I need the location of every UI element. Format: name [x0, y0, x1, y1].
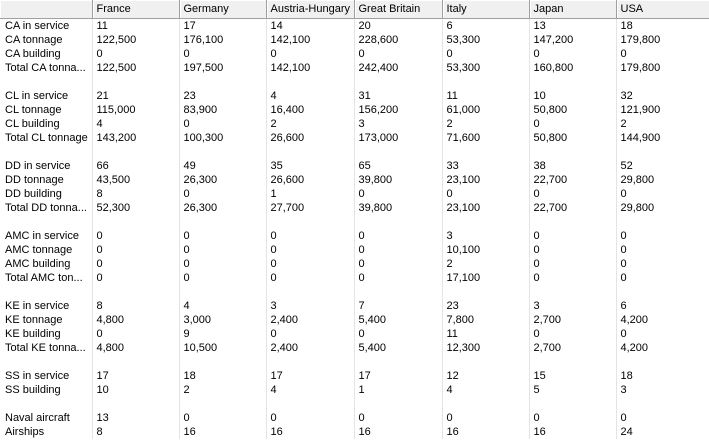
table-cell: 11	[92, 19, 179, 34]
table-row[interactable]	[0, 313, 709, 327]
table-row[interactable]	[0, 425, 709, 439]
table-cell: 3,000	[179, 313, 266, 327]
table-row[interactable]	[0, 173, 709, 187]
table-cell: 228,600	[354, 33, 442, 47]
row-label: Naval aircraft	[0, 411, 92, 425]
table-cell: 147,200	[529, 33, 616, 47]
table-cell: 3	[442, 229, 529, 243]
table-cell: 6	[442, 19, 529, 34]
table-cell	[354, 355, 442, 369]
table-cell: 15	[529, 369, 616, 383]
table-cell: 7,800	[442, 313, 529, 327]
table-cell	[179, 397, 266, 411]
table-cell: 13	[92, 411, 179, 425]
table-cell: 8	[92, 425, 179, 439]
row-label: KE building	[0, 327, 92, 341]
table-cell: 24	[616, 425, 709, 439]
table-cell: 26,600	[266, 173, 354, 187]
table-cell: 0	[354, 271, 442, 285]
table-cell: 2,700	[529, 341, 616, 355]
table-cell: 27,700	[266, 201, 354, 215]
table-cell: 3	[529, 299, 616, 313]
table-cell	[616, 285, 709, 299]
table-cell: 122,500	[92, 33, 179, 47]
table-cell	[529, 355, 616, 369]
table-cell: 21	[92, 89, 179, 103]
table-cell: 0	[92, 271, 179, 285]
row-label	[0, 75, 92, 89]
table-row[interactable]	[0, 61, 709, 75]
table-row[interactable]	[0, 383, 709, 397]
table-cell: 0	[92, 47, 179, 61]
table-cell	[266, 75, 354, 89]
row-label: Total CL tonnage	[0, 131, 92, 145]
table-cell: 12,300	[442, 341, 529, 355]
column-header[interactable]: Italy	[442, 0, 529, 19]
table-cell: 4,200	[616, 341, 709, 355]
table-cell: 0	[354, 411, 442, 425]
table-cell: 26,300	[179, 201, 266, 215]
table-cell: 17	[266, 369, 354, 383]
table-cell: 0	[266, 243, 354, 257]
table-cell: 0	[92, 243, 179, 257]
table-cell	[616, 397, 709, 411]
row-label	[0, 285, 92, 299]
table-cell: 3	[616, 383, 709, 397]
table-cell	[616, 145, 709, 159]
column-header[interactable]: Great Britain	[354, 0, 442, 19]
row-label: Total DD tonna...	[0, 201, 92, 215]
table-cell: 10	[92, 383, 179, 397]
table-cell: 65	[354, 159, 442, 173]
row-label: Airships	[0, 425, 92, 439]
table-cell: 0	[179, 411, 266, 425]
table-cell: 0	[179, 117, 266, 131]
table-cell: 0	[92, 327, 179, 341]
table-cell	[529, 285, 616, 299]
table-cell: 142,100	[266, 61, 354, 75]
table-cell: 23	[179, 89, 266, 103]
table-row[interactable]	[0, 187, 709, 201]
table-cell: 43,500	[92, 173, 179, 187]
table-cell: 6	[616, 299, 709, 313]
table-cell: 0	[354, 327, 442, 341]
table-cell: 20	[354, 19, 442, 34]
table-cell: 17	[179, 19, 266, 34]
table-cell: 1	[266, 187, 354, 201]
table-cell: 179,800	[616, 61, 709, 75]
table-cell: 39,800	[354, 201, 442, 215]
table-body	[0, 19, 709, 440]
table-row[interactable]	[0, 341, 709, 355]
table-cell: 13	[529, 19, 616, 34]
separator-row	[0, 145, 709, 159]
table-cell	[179, 285, 266, 299]
table-cell: 14	[266, 19, 354, 34]
table-row[interactable]	[0, 117, 709, 131]
table-cell	[266, 145, 354, 159]
table-cell: 33	[442, 159, 529, 173]
table-cell: 2	[616, 117, 709, 131]
table-cell: 4	[179, 299, 266, 313]
table-cell	[442, 215, 529, 229]
table-cell: 0	[266, 229, 354, 243]
table-cell: 0	[179, 257, 266, 271]
table-cell: 4	[92, 117, 179, 131]
table-cell: 22,700	[529, 201, 616, 215]
table-cell: 26,600	[266, 131, 354, 145]
table-row[interactable]	[0, 327, 709, 341]
table-cell: 29,800	[616, 173, 709, 187]
row-label: CA tonnage	[0, 33, 92, 47]
table-cell: 0	[442, 411, 529, 425]
table-cell: 22,700	[529, 173, 616, 187]
separator-row	[0, 355, 709, 369]
table-row[interactable]	[0, 19, 709, 34]
table-cell: 179,800	[616, 33, 709, 47]
table-cell: 0	[529, 243, 616, 257]
separator-row	[0, 75, 709, 89]
table-cell: 100,300	[179, 131, 266, 145]
table-cell: 1	[354, 383, 442, 397]
table-cell: 53,300	[442, 33, 529, 47]
table-cell: 2,400	[266, 313, 354, 327]
table-cell: 0	[616, 243, 709, 257]
table-cell: 0	[616, 229, 709, 243]
row-label: KE in service	[0, 299, 92, 313]
table-cell: 0	[529, 257, 616, 271]
column-header[interactable]: France	[92, 0, 179, 19]
table-cell: 38	[529, 159, 616, 173]
table-cell: 0	[266, 411, 354, 425]
table-row[interactable]	[0, 89, 709, 103]
table-cell: 71,600	[442, 131, 529, 145]
table-row[interactable]	[0, 103, 709, 117]
table-cell: 0	[616, 271, 709, 285]
table-cell: 4,200	[616, 313, 709, 327]
table-cell: 156,200	[354, 103, 442, 117]
table-cell: 2	[179, 383, 266, 397]
table-cell: 16	[529, 425, 616, 439]
table-cell	[179, 215, 266, 229]
row-label: AMC tonnage	[0, 243, 92, 257]
table-row[interactable]	[0, 201, 709, 215]
table-cell: 17	[92, 369, 179, 383]
table-cell	[92, 75, 179, 89]
table-cell: 4,800	[92, 313, 179, 327]
table-cell	[354, 397, 442, 411]
row-label	[0, 145, 92, 159]
table-cell	[92, 355, 179, 369]
column-header-label[interactable]	[0, 0, 92, 19]
table-cell: 39,800	[354, 173, 442, 187]
row-label: CL tonnage	[0, 103, 92, 117]
table-row[interactable]	[0, 159, 709, 173]
table-cell: 0	[529, 47, 616, 61]
column-header[interactable]: Germany	[179, 0, 266, 19]
table-cell	[179, 355, 266, 369]
table-cell: 0	[616, 187, 709, 201]
table-cell: 0	[442, 47, 529, 61]
table-cell: 0	[266, 257, 354, 271]
table-cell: 160,800	[529, 61, 616, 75]
table-cell: 7	[354, 299, 442, 313]
table-cell: 23,100	[442, 173, 529, 187]
table-cell: 0	[529, 411, 616, 425]
table-cell: 18	[616, 19, 709, 34]
table-cell	[442, 145, 529, 159]
table-cell: 0	[616, 327, 709, 341]
table-cell: 2,400	[266, 341, 354, 355]
column-header-row	[0, 0, 709, 19]
row-label: DD in service	[0, 159, 92, 173]
table-cell	[92, 397, 179, 411]
table-cell: 0	[529, 229, 616, 243]
separator-row	[0, 215, 709, 229]
table-row[interactable]	[0, 271, 709, 285]
table-cell: 2	[442, 117, 529, 131]
table-cell: 0	[179, 243, 266, 257]
table-cell: 16	[266, 425, 354, 439]
row-label: DD building	[0, 187, 92, 201]
table-cell: 142,100	[266, 33, 354, 47]
table-cell: 17,100	[442, 271, 529, 285]
table-cell	[92, 285, 179, 299]
table-cell: 32	[616, 89, 709, 103]
table-cell: 52	[616, 159, 709, 173]
table-cell: 122,500	[92, 61, 179, 75]
table-cell: 0	[266, 327, 354, 341]
table-cell: 66	[92, 159, 179, 173]
table-cell	[529, 397, 616, 411]
table-cell: 0	[616, 257, 709, 271]
table-cell: 5,400	[354, 341, 442, 355]
table-cell: 11	[442, 89, 529, 103]
table-cell: 10,100	[442, 243, 529, 257]
table-cell: 144,900	[616, 131, 709, 145]
row-label	[0, 355, 92, 369]
table-cell: 16	[442, 425, 529, 439]
table-cell: 61,000	[442, 103, 529, 117]
separator-row	[0, 397, 709, 411]
table-cell: 0	[354, 47, 442, 61]
table-cell: 9	[179, 327, 266, 341]
table-cell	[92, 215, 179, 229]
column-header[interactable]: Austria-Hungary	[266, 0, 354, 19]
table-cell	[442, 397, 529, 411]
table-cell: 3	[266, 299, 354, 313]
table-cell	[442, 355, 529, 369]
table-row[interactable]	[0, 33, 709, 47]
table-cell: 12	[442, 369, 529, 383]
table-cell: 0	[266, 47, 354, 61]
table-cell	[354, 285, 442, 299]
table-cell	[179, 145, 266, 159]
table-cell: 17	[354, 369, 442, 383]
row-label: CA in service	[0, 19, 92, 34]
table-cell: 49	[179, 159, 266, 173]
table-cell: 0	[354, 229, 442, 243]
table-cell: 0	[179, 187, 266, 201]
row-label: AMC building	[0, 257, 92, 271]
table-cell: 0	[529, 327, 616, 341]
table-cell: 0	[179, 47, 266, 61]
table-cell	[442, 75, 529, 89]
table-cell: 52,300	[92, 201, 179, 215]
table-cell: 16,400	[266, 103, 354, 117]
row-label: DD tonnage	[0, 173, 92, 187]
row-label: CA building	[0, 47, 92, 61]
table-cell: 18	[616, 369, 709, 383]
table-cell: 3	[354, 117, 442, 131]
table-cell: 0	[179, 271, 266, 285]
table-cell	[354, 215, 442, 229]
row-label: KE tonnage	[0, 313, 92, 327]
table-cell	[529, 75, 616, 89]
table-cell: 4	[266, 89, 354, 103]
table-cell: 0	[354, 243, 442, 257]
column-header[interactable]: Japan	[529, 0, 616, 19]
row-label: SS building	[0, 383, 92, 397]
table-row[interactable]	[0, 243, 709, 257]
table-row[interactable]	[0, 299, 709, 313]
table-cell: 8	[92, 299, 179, 313]
table-cell	[266, 355, 354, 369]
table-cell	[266, 397, 354, 411]
table-cell	[529, 215, 616, 229]
table-cell: 2,700	[529, 313, 616, 327]
row-label	[0, 215, 92, 229]
row-label: Total AMC ton...	[0, 271, 92, 285]
table-cell: 4,800	[92, 341, 179, 355]
table-cell: 11	[442, 327, 529, 341]
table-cell: 143,200	[92, 131, 179, 145]
table-cell	[266, 215, 354, 229]
table-cell: 0	[354, 187, 442, 201]
table-cell: 53,300	[442, 61, 529, 75]
table-cell: 35	[266, 159, 354, 173]
table-cell: 197,500	[179, 61, 266, 75]
column-header[interactable]: USA	[616, 0, 709, 19]
table-cell: 0	[442, 187, 529, 201]
table-cell: 4	[442, 383, 529, 397]
table-cell: 50,800	[529, 103, 616, 117]
table-row[interactable]	[0, 411, 709, 425]
table-cell: 29,800	[616, 201, 709, 215]
table-cell: 0	[354, 257, 442, 271]
row-label	[0, 397, 92, 411]
row-label: SS in service	[0, 369, 92, 383]
table-row[interactable]	[0, 369, 709, 383]
table-cell: 10	[529, 89, 616, 103]
table-cell: 23,100	[442, 201, 529, 215]
table-cell: 8	[92, 187, 179, 201]
table-cell: 0	[529, 271, 616, 285]
table-cell: 242,400	[354, 61, 442, 75]
table-cell: 2	[442, 257, 529, 271]
table-row[interactable]	[0, 229, 709, 243]
table-cell: 115,000	[92, 103, 179, 117]
separator-row	[0, 285, 709, 299]
table-row[interactable]	[0, 131, 709, 145]
table-cell	[92, 145, 179, 159]
table-cell: 0	[266, 271, 354, 285]
table-cell: 4	[266, 383, 354, 397]
table-cell: 16	[179, 425, 266, 439]
row-label: AMC in service	[0, 229, 92, 243]
table-cell	[529, 145, 616, 159]
table-cell	[266, 285, 354, 299]
table-cell: 121,900	[616, 103, 709, 117]
table-cell	[616, 355, 709, 369]
table-cell: 0	[529, 117, 616, 131]
table-cell: 0	[529, 187, 616, 201]
table-cell: 5	[529, 383, 616, 397]
table-cell	[616, 75, 709, 89]
row-label: CL in service	[0, 89, 92, 103]
table-cell: 26,300	[179, 173, 266, 187]
table-cell: 16	[354, 425, 442, 439]
table-cell	[616, 215, 709, 229]
row-label: CL building	[0, 117, 92, 131]
row-label: Total CA tonna...	[0, 61, 92, 75]
table-cell: 0	[179, 229, 266, 243]
table-cell: 2	[266, 117, 354, 131]
table-cell: 50,800	[529, 131, 616, 145]
row-label: Total KE tonna...	[0, 341, 92, 355]
table-row[interactable]	[0, 47, 709, 61]
table-cell: 173,000	[354, 131, 442, 145]
table-cell	[354, 145, 442, 159]
table-cell: 5,400	[354, 313, 442, 327]
table-row[interactable]	[0, 257, 709, 271]
table-cell: 83,900	[179, 103, 266, 117]
table-cell: 23	[442, 299, 529, 313]
table-cell: 31	[354, 89, 442, 103]
table-cell	[179, 75, 266, 89]
table-cell: 0	[616, 47, 709, 61]
table-cell	[442, 285, 529, 299]
table-cell: 176,100	[179, 33, 266, 47]
table-cell: 10,500	[179, 341, 266, 355]
table-cell: 0	[92, 257, 179, 271]
table-cell: 18	[179, 369, 266, 383]
table-cell: 0	[92, 229, 179, 243]
table-cell	[354, 75, 442, 89]
table-cell: 0	[616, 411, 709, 425]
